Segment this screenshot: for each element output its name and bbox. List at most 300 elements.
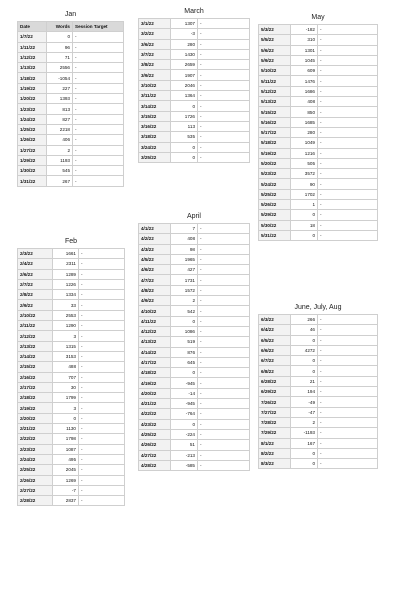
date-cell: 6/4/22: [259, 325, 291, 335]
words-cell: 1193: [47, 155, 73, 165]
table-row: [18, 424, 125, 434]
target-cell: -: [318, 428, 378, 438]
date-cell: 1/24/22: [18, 114, 47, 124]
table-row: [139, 419, 250, 429]
section-title: June, July, Aug: [294, 304, 342, 311]
date-cell: 5/30/22: [259, 220, 291, 230]
words-cell: -182: [291, 25, 318, 35]
date-cell: 2/25/22: [18, 465, 53, 475]
table-row: [18, 145, 124, 155]
target-cell: -: [318, 45, 378, 55]
table-row: [139, 275, 250, 285]
date-cell: 5/20/22: [259, 158, 291, 168]
date-cell: 5/11/22: [259, 76, 291, 86]
table-row: [259, 25, 378, 35]
words-cell: 71: [47, 52, 73, 62]
table-row: [139, 460, 250, 470]
target-cell: -: [198, 399, 250, 409]
table-row: [139, 440, 250, 450]
words-cell: -945: [171, 399, 198, 409]
date-cell: 3/2/22: [139, 29, 171, 39]
table-row: [139, 409, 250, 419]
words-cell: 1702: [291, 189, 318, 199]
table-row: [139, 285, 250, 295]
date-cell: 8/3/22: [259, 459, 291, 469]
date-cell: 3/1/22: [139, 19, 171, 29]
table-row: [18, 94, 124, 104]
section-title: March: [184, 8, 204, 15]
table-row: [259, 127, 378, 137]
date-cell: 2/10/22: [18, 310, 53, 320]
words-cell: 227: [47, 83, 73, 93]
words-cell: 1393: [47, 94, 73, 104]
words-cell: 488: [53, 362, 79, 372]
date-cell: 8/2/22: [259, 448, 291, 458]
table-row: [259, 335, 378, 345]
target-cell: -: [79, 485, 125, 495]
words-cell: 266: [291, 315, 318, 325]
table-feb: [17, 248, 125, 506]
date-cell: 4/20/22: [139, 388, 171, 398]
target-cell: -: [79, 413, 125, 423]
words-cell: 1086: [171, 326, 198, 336]
date-cell: 1/11/22: [18, 42, 47, 52]
words-cell: 51: [171, 440, 198, 450]
date-cell: 6/6/22: [259, 345, 291, 355]
table-row: [18, 114, 124, 124]
table-row: [259, 459, 378, 469]
date-cell: 7/29/22: [259, 428, 291, 438]
table-row: [259, 107, 378, 117]
date-cell: 4/12/22: [139, 326, 171, 336]
table-row: [18, 300, 125, 310]
words-cell: 280: [171, 39, 198, 49]
target-cell: -: [318, 366, 378, 376]
date-cell: 1/31/22: [18, 176, 47, 186]
table-row: [259, 407, 378, 417]
target-cell: -: [318, 97, 378, 107]
words-cell: 1731: [171, 275, 198, 285]
target-cell: -: [318, 459, 378, 469]
table-row: [139, 29, 250, 39]
target-cell: -: [198, 326, 250, 336]
target-cell: -: [318, 407, 378, 417]
words-cell: 2: [171, 296, 198, 306]
table-row: [259, 356, 378, 366]
target-cell: -: [73, 145, 124, 155]
date-cell: 4/2/22: [139, 234, 171, 244]
table-row: [18, 63, 124, 73]
words-cell: 46: [291, 325, 318, 335]
table-row: [18, 279, 125, 289]
table-row: [139, 254, 250, 264]
target-cell: -: [79, 321, 125, 331]
date-cell: 2/14/22: [18, 351, 53, 361]
table-row: [259, 366, 378, 376]
date-cell: 1/13/22: [18, 63, 47, 73]
table-row: [139, 316, 250, 326]
target-cell: -: [79, 382, 125, 392]
table-row: [18, 42, 124, 52]
table-row: [18, 362, 125, 372]
date-cell: 1/27/22: [18, 145, 47, 155]
date-cell: 4/7/22: [139, 275, 171, 285]
table-row: [18, 259, 125, 269]
date-cell: 2/9/22: [18, 300, 53, 310]
table-row: [139, 337, 250, 347]
words-cell: 1686: [291, 86, 318, 96]
target-cell: -: [198, 121, 250, 131]
table-row: [139, 347, 250, 357]
target-cell: -: [198, 111, 250, 121]
table-row: [18, 290, 125, 300]
date-cell: 7/28/22: [259, 417, 291, 427]
table-row: [259, 86, 378, 96]
words-cell: 267: [47, 176, 73, 186]
target-cell: -: [73, 104, 124, 114]
target-cell: -: [198, 296, 250, 306]
words-cell: -764: [171, 409, 198, 419]
words-cell: 167: [291, 438, 318, 448]
table-row: [139, 265, 250, 275]
date-cell: 4/1/22: [139, 224, 171, 234]
target-cell: -: [73, 176, 124, 186]
words-cell: 427: [171, 265, 198, 275]
target-cell: -: [318, 169, 378, 179]
words-cell: 876: [171, 347, 198, 357]
date-cell: 4/21/22: [139, 399, 171, 409]
date-cell: 5/24/22: [259, 179, 291, 189]
target-cell: -: [198, 254, 250, 264]
date-cell: 5/5/22: [259, 35, 291, 45]
target-cell: -: [79, 465, 125, 475]
date-cell: 2/26/22: [18, 475, 53, 485]
date-cell: 4/22/22: [139, 409, 171, 419]
table-row: [18, 351, 125, 361]
words-cell: 609: [291, 66, 318, 76]
words-cell: 535: [171, 132, 198, 142]
target-cell: -: [318, 117, 378, 127]
table-row: [18, 413, 125, 423]
target-cell: -: [79, 403, 125, 413]
date-cell: 5/29/22: [259, 210, 291, 220]
date-cell: 1/29/22: [18, 155, 47, 165]
date-cell: 2/16/22: [18, 372, 53, 382]
words-cell: 850: [291, 107, 318, 117]
table-row: [18, 176, 124, 186]
target-cell: -: [198, 306, 250, 316]
date-cell: 2/22/22: [18, 434, 53, 444]
words-cell: 1315: [53, 341, 79, 351]
table-row: [259, 76, 378, 86]
table-row: [139, 244, 250, 254]
table-row: [259, 200, 378, 210]
target-cell: -: [79, 351, 125, 361]
words-cell: 2: [47, 145, 73, 155]
table-row: [18, 475, 125, 485]
date-cell: 2/11/22: [18, 321, 53, 331]
table-row: [18, 496, 125, 506]
header-date: Date: [18, 22, 47, 32]
section-may: [258, 12, 378, 241]
table-row: [139, 224, 250, 234]
words-cell: 30: [53, 382, 79, 392]
date-cell: 2/12/22: [18, 331, 53, 341]
table-row: [259, 66, 378, 76]
table-row: [18, 166, 124, 176]
words-cell: 1572: [171, 285, 198, 295]
target-cell: -: [79, 300, 125, 310]
target-cell: -: [318, 230, 378, 240]
table-row: [259, 417, 378, 427]
table-row: [259, 45, 378, 55]
table-row: [18, 249, 125, 259]
date-cell: 2/21/22: [18, 424, 53, 434]
words-cell: 194: [291, 387, 318, 397]
table-row: [259, 438, 378, 448]
date-cell: 4/3/22: [139, 244, 171, 254]
target-cell: -: [198, 132, 250, 142]
words-cell: 1364: [171, 91, 198, 101]
words-cell: -49: [291, 397, 318, 407]
date-cell: 4/28/22: [139, 460, 171, 470]
words-cell: 2553: [53, 310, 79, 320]
target-cell: -: [73, 63, 124, 73]
date-cell: 5/25/22: [259, 189, 291, 199]
table-row: [18, 135, 124, 145]
table-row: [18, 310, 125, 320]
target-cell: -: [79, 290, 125, 300]
table-row: [139, 357, 250, 367]
target-cell: -: [198, 234, 250, 244]
words-cell: 7: [171, 224, 198, 234]
date-cell: 4/9/22: [139, 296, 171, 306]
words-cell: 2556: [47, 63, 73, 73]
date-cell: 8/1/22: [259, 438, 291, 448]
target-cell: -: [318, 387, 378, 397]
date-cell: 5/19/22: [259, 148, 291, 158]
table-row: [18, 444, 125, 454]
words-cell: 1130: [53, 424, 79, 434]
date-cell: 5/3/22: [259, 25, 291, 35]
words-cell: 310: [291, 35, 318, 45]
date-cell: 2/23/22: [18, 444, 53, 454]
table-row: [259, 230, 378, 240]
target-cell: -: [79, 331, 125, 341]
table-row: [139, 132, 250, 142]
target-cell: -: [79, 269, 125, 279]
table-row: [18, 104, 124, 114]
table-row: [139, 121, 250, 131]
target-cell: -: [79, 372, 125, 382]
header-session-target: Session Target: [73, 22, 124, 32]
table-row: [259, 138, 378, 148]
words-cell: 0: [291, 210, 318, 220]
date-cell: 3/10/22: [139, 80, 171, 90]
table-row: [259, 169, 378, 179]
table-row: [18, 382, 125, 392]
date-cell: 2/15/22: [18, 362, 53, 372]
table-row: [139, 39, 250, 49]
table-row: [259, 387, 378, 397]
target-cell: -: [79, 362, 125, 372]
date-cell: 3/14/22: [139, 101, 171, 111]
target-cell: -: [198, 275, 250, 285]
table-row: [18, 32, 124, 42]
words-cell: 98: [171, 244, 198, 254]
words-cell: 1045: [291, 55, 318, 65]
date-cell: 4/26/22: [139, 440, 171, 450]
date-cell: 4/8/22: [139, 285, 171, 295]
target-cell: -: [73, 42, 124, 52]
date-cell: 1/20/22: [18, 94, 47, 104]
words-cell: 1685: [291, 117, 318, 127]
target-cell: -: [198, 388, 250, 398]
words-cell: -585: [171, 460, 198, 470]
date-cell: 6/3/22: [259, 315, 291, 325]
words-cell: 0: [291, 448, 318, 458]
target-cell: -: [198, 429, 250, 439]
date-cell: 2/24/22: [18, 454, 53, 464]
date-cell: 5/16/22: [259, 117, 291, 127]
words-cell: 495: [53, 454, 79, 464]
table-row: [259, 325, 378, 335]
date-cell: 7/26/22: [259, 397, 291, 407]
words-cell: 1798: [53, 434, 79, 444]
table-row: [18, 341, 125, 351]
table-row: [18, 454, 125, 464]
words-cell: 113: [171, 121, 198, 131]
table-row: [259, 428, 378, 438]
target-cell: -: [318, 189, 378, 199]
target-cell: -: [318, 356, 378, 366]
target-cell: -: [318, 158, 378, 168]
section-title: May: [311, 14, 325, 21]
table-row: [259, 345, 378, 355]
table-may: [258, 24, 378, 241]
target-cell: -: [198, 265, 250, 275]
target-cell: -: [73, 135, 124, 145]
target-cell: -: [198, 337, 250, 347]
words-cell: 90: [291, 179, 318, 189]
table-row: [139, 142, 250, 152]
words-cell: 408: [291, 97, 318, 107]
target-cell: -: [198, 224, 250, 234]
date-cell: 4/5/22: [139, 254, 171, 264]
words-cell: 1799: [53, 393, 79, 403]
words-cell: -14: [171, 388, 198, 398]
table-row: [259, 35, 378, 45]
words-cell: 0: [291, 356, 318, 366]
target-cell: -: [198, 316, 250, 326]
target-cell: -: [198, 152, 250, 162]
words-cell: 2: [291, 417, 318, 427]
words-cell: 0: [171, 101, 198, 111]
date-cell: 6/28/22: [259, 376, 291, 386]
date-cell: 5/13/22: [259, 97, 291, 107]
date-cell: 2/6/22: [18, 269, 53, 279]
date-cell: 1/18/22: [18, 73, 47, 83]
target-cell: -: [79, 475, 125, 485]
section-feb: [17, 236, 125, 506]
table-row: [259, 179, 378, 189]
table-row: [139, 306, 250, 316]
header-row: [18, 22, 124, 32]
target-cell: -: [73, 124, 124, 134]
date-cell: 2/13/22: [18, 341, 53, 351]
target-cell: -: [198, 285, 250, 295]
section-march: [138, 6, 250, 163]
target-cell: -: [198, 378, 250, 388]
table-row: [259, 210, 378, 220]
date-cell: 5/17/22: [259, 127, 291, 137]
words-cell: 33: [53, 300, 79, 310]
date-cell: 1/23/22: [18, 104, 47, 114]
table-row: [259, 117, 378, 127]
table-row: [139, 70, 250, 80]
words-cell: 1661: [53, 249, 79, 259]
date-cell: 5/12/22: [259, 86, 291, 96]
words-cell: 0: [47, 32, 73, 42]
date-cell: 4/23/22: [139, 419, 171, 429]
date-cell: 5/15/22: [259, 107, 291, 117]
target-cell: -: [198, 450, 250, 460]
words-cell: 1049: [291, 138, 318, 148]
target-cell: -: [79, 454, 125, 464]
date-cell: 4/25/22: [139, 429, 171, 439]
target-cell: -: [79, 279, 125, 289]
words-cell: 0: [171, 419, 198, 429]
target-cell: -: [318, 200, 378, 210]
table-row: [259, 158, 378, 168]
target-cell: -: [318, 397, 378, 407]
date-cell: 4/13/22: [139, 337, 171, 347]
words-cell: 4272: [291, 345, 318, 355]
table-row: [18, 52, 124, 62]
table-jan: [17, 21, 124, 187]
table-row: [18, 321, 125, 331]
date-cell: 3/6/22: [139, 39, 171, 49]
target-cell: -: [198, 409, 250, 419]
target-cell: -: [198, 80, 250, 90]
table-row: [139, 49, 250, 59]
date-cell: 6/29/22: [259, 387, 291, 397]
date-cell: 3/24/22: [139, 142, 171, 152]
date-cell: 5/23/22: [259, 169, 291, 179]
target-cell: -: [79, 341, 125, 351]
target-cell: -: [79, 424, 125, 434]
words-cell: 0: [171, 142, 198, 152]
target-cell: -: [318, 335, 378, 345]
words-cell: 545: [47, 166, 73, 176]
target-cell: -: [198, 19, 250, 29]
date-cell: 4/11/22: [139, 316, 171, 326]
words-cell: -1054: [47, 73, 73, 83]
target-cell: -: [318, 325, 378, 335]
date-cell: 3/8/22: [139, 60, 171, 70]
words-cell: 0: [171, 152, 198, 162]
target-cell: -: [79, 434, 125, 444]
table-row: [259, 448, 378, 458]
words-cell: 0: [171, 368, 198, 378]
section-summer: [258, 302, 378, 469]
words-cell: -213: [171, 450, 198, 460]
target-cell: -: [198, 347, 250, 357]
words-cell: 1269: [53, 475, 79, 485]
words-cell: -1193: [291, 428, 318, 438]
words-cell: 0: [291, 335, 318, 345]
date-cell: 6/8/22: [259, 366, 291, 376]
